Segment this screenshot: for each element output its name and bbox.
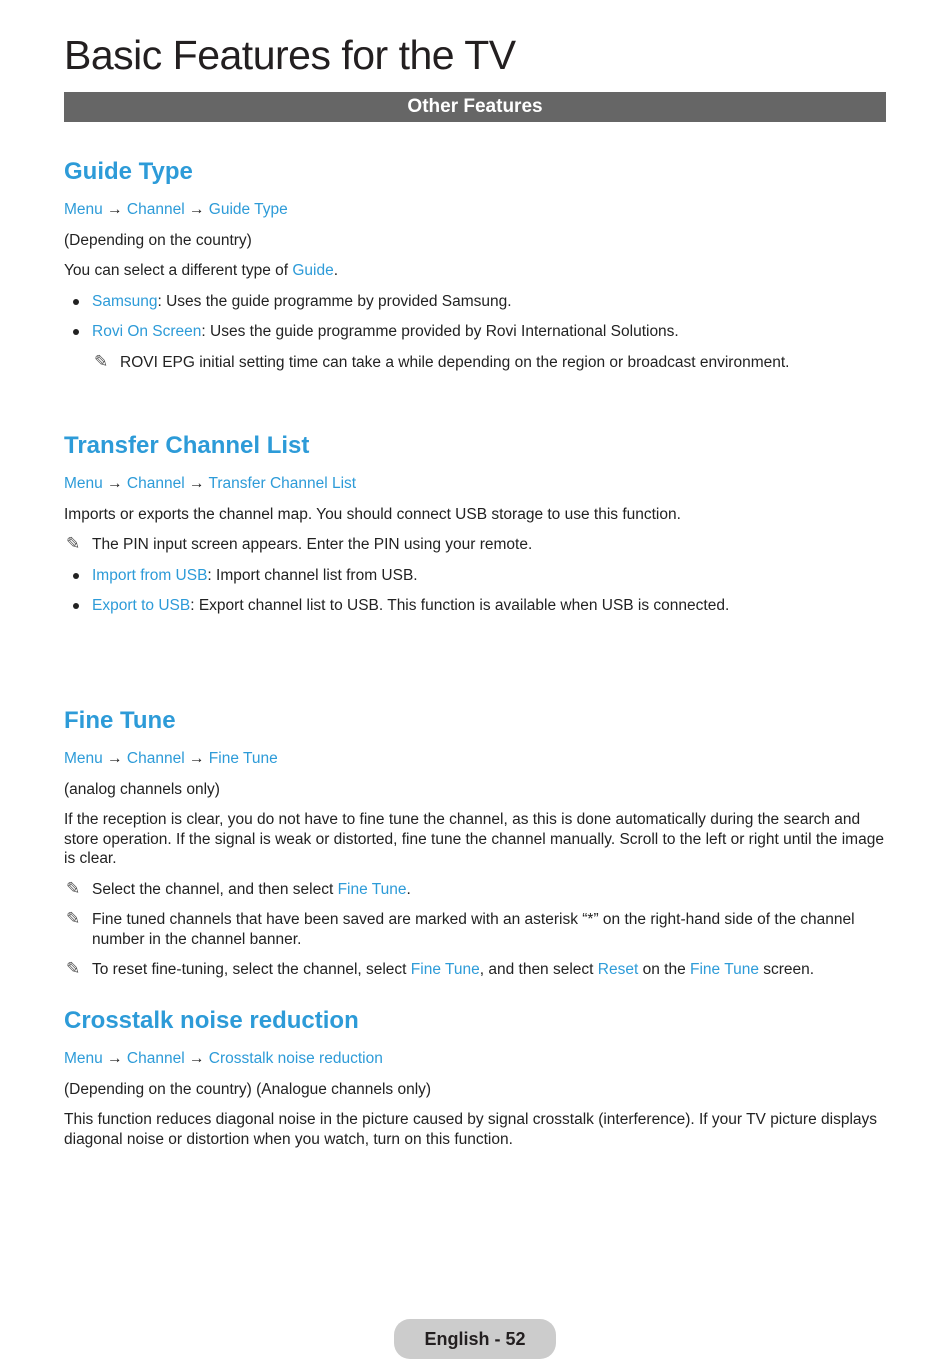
arrow-icon: →: [188, 475, 205, 492]
bullet-icon: [73, 329, 79, 335]
path-channel-link[interactable]: Channel: [126, 750, 185, 767]
section-fine-tune: [64, 706, 886, 980]
menu-path: [64, 474, 886, 494]
list-item: [64, 596, 886, 616]
arrow-icon: →: [107, 1050, 123, 1067]
path-channel-link[interactable]: Channel: [126, 201, 185, 218]
pencil-note-icon: ✎: [94, 351, 109, 372]
bullet-text: : Uses the guide programme provided by Rovi International Solutions.: [201, 323, 679, 340]
note: [64, 910, 886, 949]
list-item: [64, 566, 886, 586]
guide-link[interactable]: Guide: [292, 262, 334, 279]
bullet-icon: [73, 573, 79, 579]
section-title: Transfer Channel List: [64, 432, 310, 459]
intro-before: You can select a different type of: [64, 262, 293, 279]
description-text: Imports or exports the channel map. You should connect USB storage to use this function.: [64, 505, 681, 523]
note-text: Select the channel, and then select: [92, 880, 338, 898]
intro-text: [64, 261, 886, 281]
pencil-note-icon: ✎: [66, 878, 81, 899]
samsung-link[interactable]: Samsung: [92, 292, 158, 310]
import-from-usb-link[interactable]: Import from USB: [92, 566, 208, 584]
reset-link[interactable]: Reset: [597, 961, 639, 978]
export-to-usb-link[interactable]: Export to USB: [92, 597, 191, 614]
section-guide-type: [64, 157, 886, 372]
note: [64, 353, 886, 373]
note: [64, 960, 886, 980]
menu-path: [64, 1049, 886, 1069]
note-text: on the: [638, 961, 691, 978]
arrow-icon: →: [107, 201, 123, 218]
section-banner: Other Features: [64, 92, 886, 122]
path-menu-link[interactable]: Menu: [64, 1050, 103, 1067]
fine-tune-link[interactable]: Fine Tune: [690, 961, 759, 978]
note-text: The PIN input screen appears. Enter the PIN using your remote.: [92, 536, 533, 553]
description-text: If the reception is clear, you do not have to fine tune the channel, as this is done automatically during the search and store operation. If the signal is weak or distorted, fine tune the channel manually. Scroll to the left or right until the image is clear.: [64, 811, 884, 867]
path-menu-link[interactable]: Menu: [64, 201, 103, 218]
arrow-icon: →: [188, 1050, 205, 1067]
note: [64, 880, 886, 900]
arrow-icon: →: [107, 475, 123, 492]
bullet-icon: [73, 299, 79, 305]
intro-after: .: [333, 262, 339, 279]
path-menu-link[interactable]: Menu: [64, 475, 103, 492]
page-title: Basic Features for the TV: [64, 32, 516, 78]
menu-path: [64, 200, 886, 220]
condition-text: (Depending on the country) (Analogue channels only): [64, 1080, 432, 1098]
arrow-icon: →: [107, 750, 123, 767]
path-crosstalk-link[interactable]: Crosstalk noise reduction: [208, 1050, 383, 1067]
section-transfer-channel-list: [64, 431, 886, 616]
note-text: , and then select: [479, 961, 598, 978]
arrow-icon: →: [188, 201, 205, 218]
note-text: To reset fine-tuning, select the channel, select: [92, 961, 411, 978]
arrow-icon: →: [188, 750, 205, 767]
condition-text: (Depending on the country): [64, 231, 252, 249]
note: [64, 535, 886, 555]
path-channel-link[interactable]: Channel: [126, 475, 185, 492]
section-crosstalk-noise-reduction: [64, 1006, 886, 1149]
rovi-on-screen-link[interactable]: Rovi On Screen: [92, 323, 202, 340]
path-transfer-channel-list-link[interactable]: Transfer Channel List: [208, 475, 357, 492]
page-number-badge: English - 52: [394, 1319, 556, 1359]
list-item: [64, 322, 886, 342]
note-text: screen.: [758, 961, 815, 978]
path-guide-type-link[interactable]: Guide Type: [208, 201, 288, 218]
path-channel-link[interactable]: Channel: [126, 1050, 185, 1067]
section-title: Fine Tune: [64, 707, 176, 734]
list-item: [64, 292, 886, 312]
path-menu-link[interactable]: Menu: [64, 750, 103, 767]
bullet-text: : Uses the guide programme by provided Samsung.: [157, 292, 512, 310]
note-text: .: [406, 880, 411, 898]
pencil-note-icon: ✎: [66, 959, 81, 979]
section-title: Crosstalk noise reduction: [64, 1007, 359, 1034]
bullet-text: : Import channel list from USB.: [207, 566, 418, 584]
bullet-text: : Export channel list to USB. This function is available when USB is connected.: [190, 597, 730, 614]
section-title: Guide Type: [64, 158, 193, 185]
bullet-icon: [73, 603, 79, 609]
fine-tune-link[interactable]: Fine Tune: [337, 880, 407, 898]
note-text: ROVI EPG initial setting time can take a while depending on the region or broadcast environment.: [120, 353, 790, 371]
menu-path: [64, 749, 886, 769]
fine-tune-link[interactable]: Fine Tune: [410, 961, 480, 978]
condition-text: (analog channels only): [64, 780, 220, 798]
pencil-note-icon: ✎: [66, 909, 81, 929]
pencil-note-icon: ✎: [66, 534, 81, 554]
path-fine-tune-link[interactable]: Fine Tune: [208, 750, 278, 767]
note-text: Fine tuned channels that have been saved are marked with an asterisk “*” on the right-hand side of the channel number in the channel banner.: [92, 911, 855, 948]
description-text: This function reduces diagonal noise in the picture caused by signal crosstalk (interference). If your TV picture displays diagonal noise or distortion when you watch, turn on this function.: [64, 1111, 878, 1148]
